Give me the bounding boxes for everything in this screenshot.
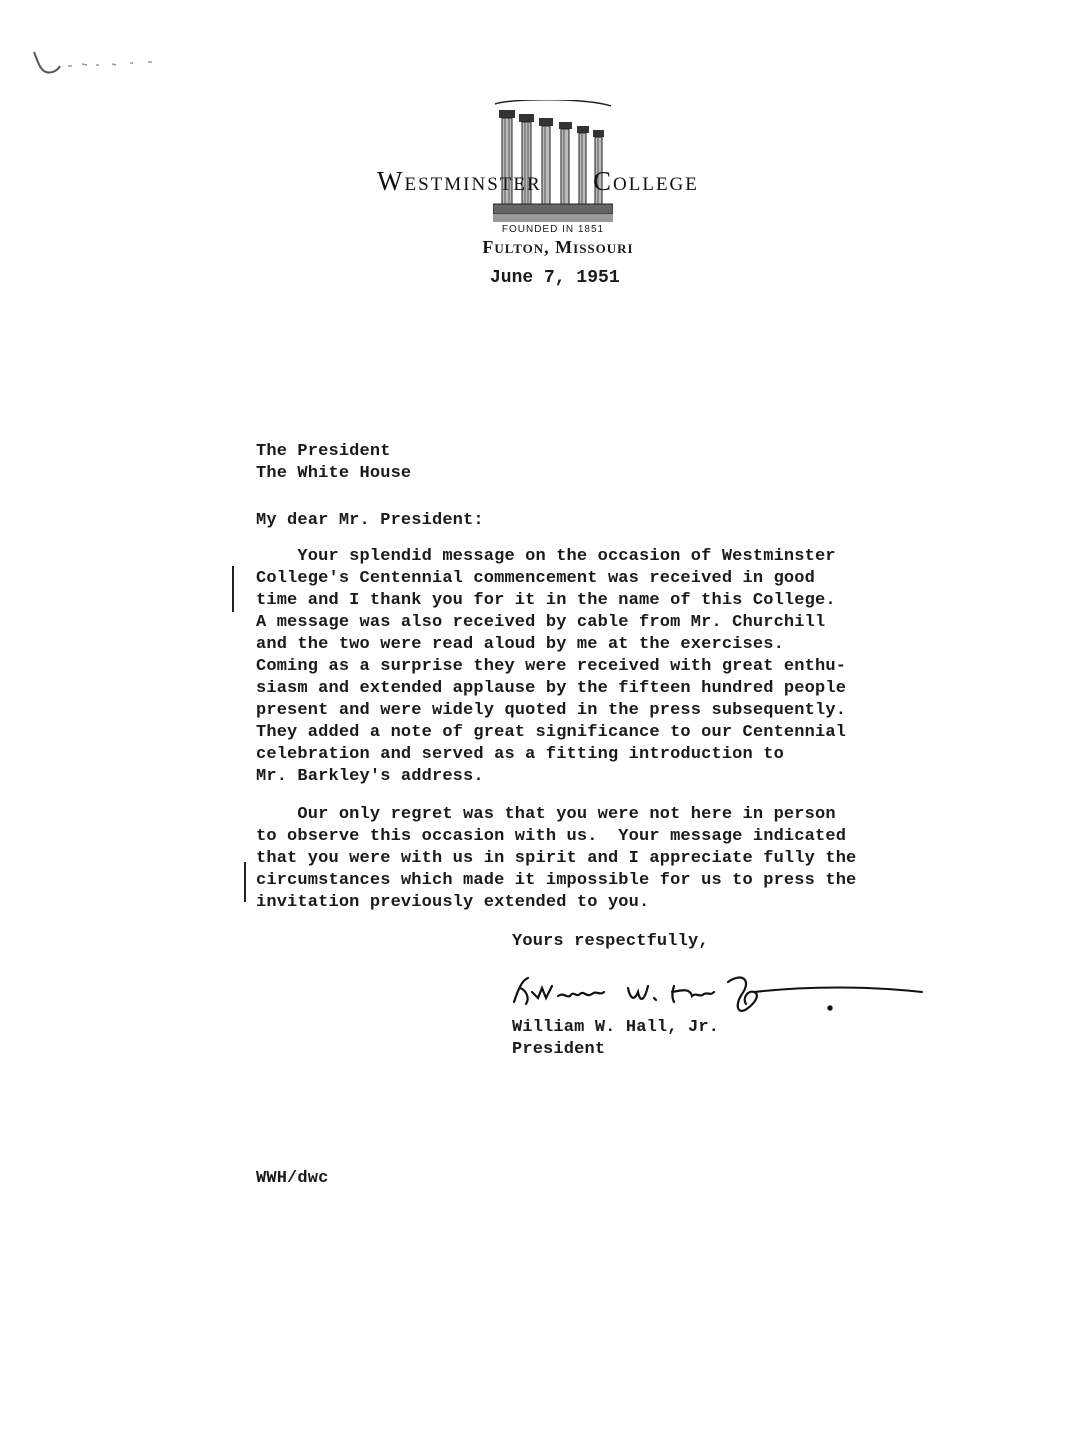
- letterhead-city: Fulton, Missouri: [482, 237, 634, 257]
- margin-mark-2: [244, 862, 246, 902]
- letter-date: June 7, 1951: [490, 268, 620, 288]
- signer-title: President: [512, 1040, 606, 1059]
- columns-logo-icon: [493, 100, 613, 225]
- reference-initials: WWH/dwc: [256, 1169, 329, 1188]
- closing: Yours respectfully,: [512, 932, 709, 951]
- letterhead-name-left: Westminster: [377, 166, 542, 196]
- letterhead-name-right: College: [593, 166, 699, 196]
- recipient-line-2: The White House: [256, 464, 412, 483]
- corner-pencil-mark: [30, 48, 170, 78]
- body-paragraph-2: Our only regret was that you were not here in person to observe this occasion with us. Your message indicated that you were with us in spirit and I appreciate fully the circumstances which made it impossible for us to press the invitation previously extended to you.: [256, 805, 857, 912]
- signer-name: William W. Hall, Jr.: [512, 1018, 720, 1037]
- salutation: My dear Mr. President:: [256, 511, 484, 530]
- margin-mark-1: [232, 566, 234, 612]
- recipient-line-1: The President: [256, 442, 391, 461]
- recipient-block: [256, 441, 411, 485]
- letterhead-founded: FOUNDED IN 1851: [501, 224, 605, 235]
- signer-block: [512, 1017, 719, 1061]
- body-paragraph-1: Your splendid message on the occasion of Westminster College's Centennial commencement was received in good time and I thank you for it in the name of this College. A message was also received by cable from Mr. Churchill and the two were read aloud by me at the exercises. Coming as a surprise they were received with great enthu- siasm and extended applause by the fifteen hundred people present and were widely quoted in the press subsequently. They added a note of great significance to our Centennial celebration and served as a fitting introduction to Mr. Barkley's address.: [256, 547, 847, 786]
